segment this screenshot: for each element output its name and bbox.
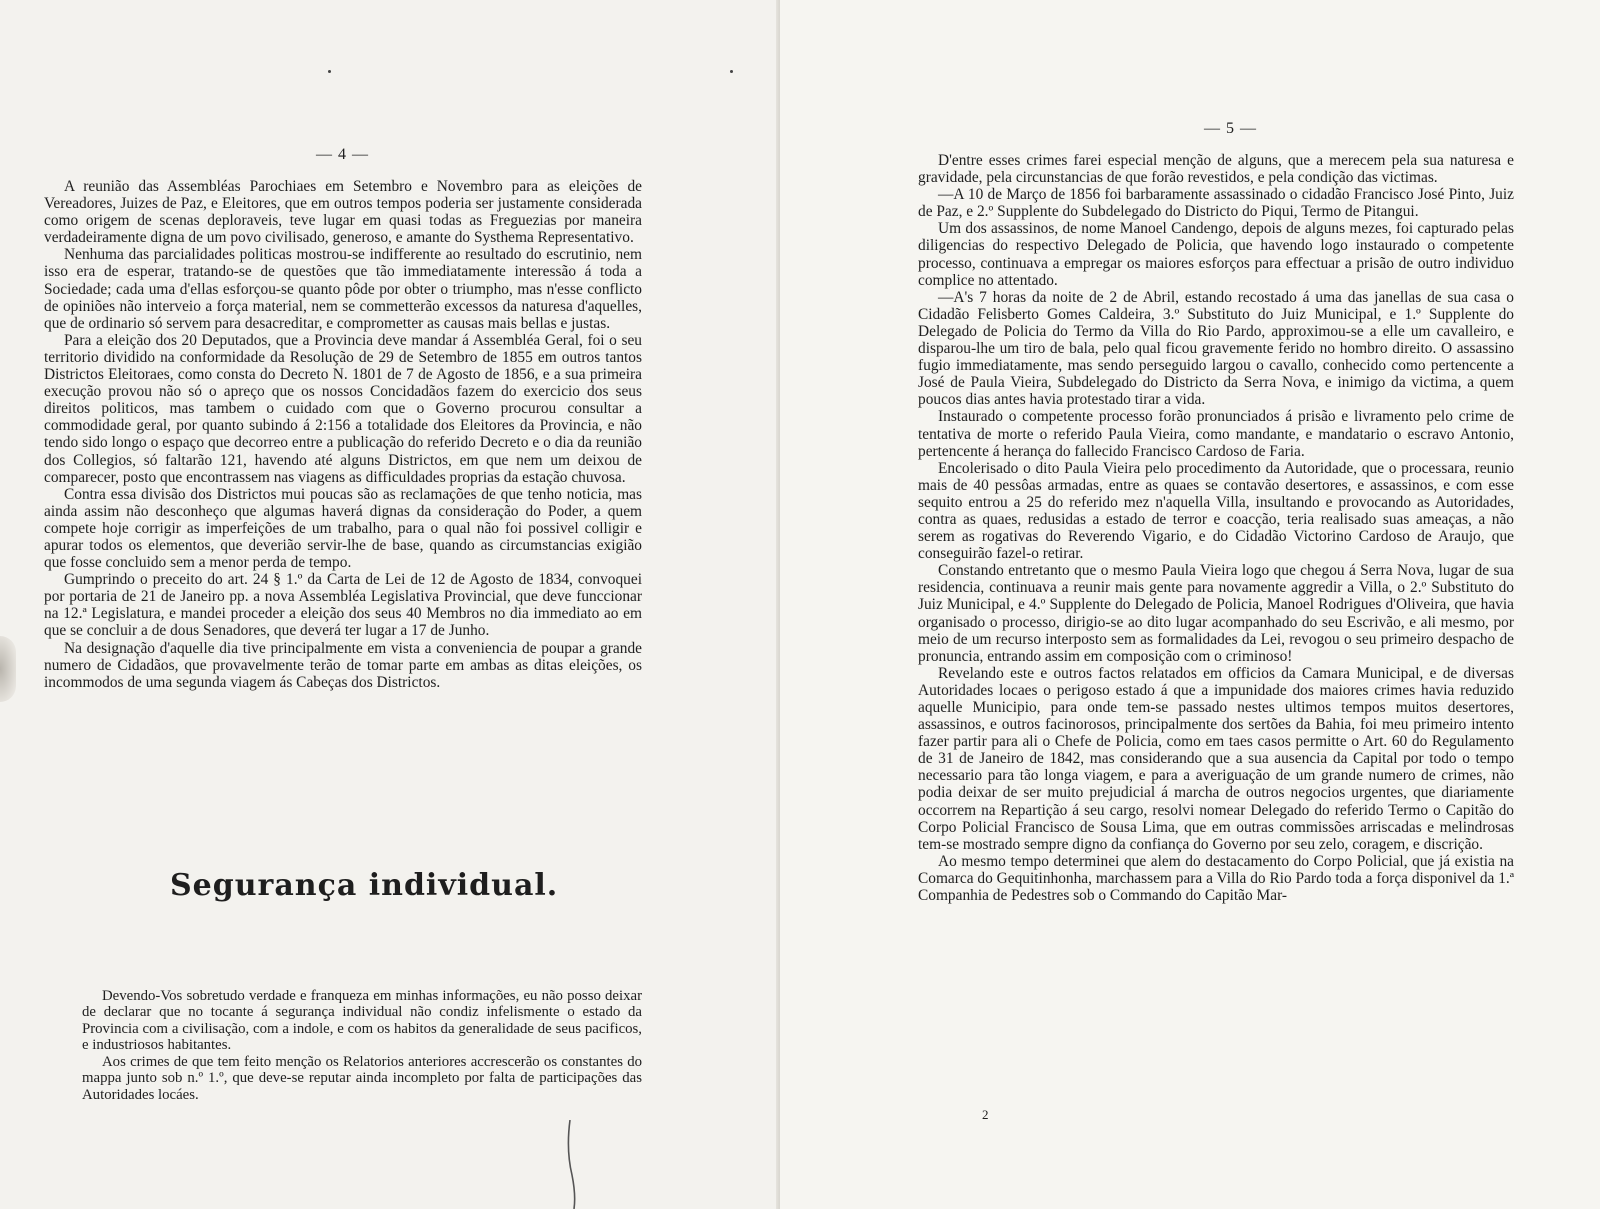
paragraph: Encolerisado o dito Paula Vieira pelo procedimento da Autoridade, que o processara, reunio mais de 40 pessôas armadas, entre as quaes se contavão desertores, e assassinos, e com esse sequito entrou a 25 do referido mez n'aquella Villa, insultando e provocando as Autoridades, contra as quaes, redusidas a estado de terror e coacção, teria realisado suas ameaças, a não serem as rogativas do Reverendo Vigario, e do Cidadão Victorino Cardoso de Araujo, que conseguirão fazel-o retirar. [918, 459, 1514, 563]
page-number: — 4 — [316, 146, 369, 163]
paper-fold-mark [556, 1120, 584, 1209]
page-edge-stain [0, 636, 16, 702]
ink-speck [328, 70, 331, 73]
paragraph: Instaurado o competente processo forão pronunciados á prisão e livramento pelo crime de tentativa de morte o referido Paula Vieira, como mandante, e mandatario o escravo Antonio, pertencente á herança do fallecido Francisco Cardoso de Faria. [918, 408, 1514, 460]
paragraph: A reunião das Assembléas Parochiaes em Setembro e Novembro para as eleições de Vereadores, Juizes de Paz, e Eleitores, que em outros tempos poderia ser justamente considerada como origem de scenas deploraveis, teve lugar em quasi todas as Freguezias por maneira verdadeiramente digna de um povo civilisado, generoso, e amante do Systhema Representativo. [44, 178, 642, 247]
paragraph: Gumprindo o preceito do art. 24 § 1.º da Carta de Lei de 12 de Agosto de 1834, convoquei por portaria de 21 de Janeiro pp. a nova Assembléa Legislativa Provincial, que deve funccionar na 12.ª Legislatura, e mandei proceder a eleição dos seus 40 Membros no dia immediato ao em que se concluir a de dous Senadores, que deverá ter lugar a 17 de Junho. [44, 571, 642, 640]
right-page [780, 0, 1600, 1209]
paragraph: Um dos assassinos, de nome Manoel Candengo, depois de alguns mezes, foi capturado pelas diligencias do respectivo Delegado de Policia, que havendo logo instaurado o competente processo, continuava a empregar os maiores esforços para effectuar a prisão de outro individuo complice no attentado. [918, 220, 1514, 289]
section-heading: Segurança individual. [170, 868, 559, 903]
paragraph: Aos crimes de que tem feito menção os Relatorios anteriores accrescerão os constantes do mappa junto sob n.º 1.º, que deve-se reputar ainda incompleto por falta de participações das Autoridades locáes. [82, 1053, 642, 1103]
left-body-bottom [82, 988, 642, 1103]
ink-speck [730, 70, 733, 73]
left-body-top [44, 178, 642, 691]
paragraph: Devendo-Vos sobretudo verdade e franqueza em minhas informações, eu não posso deixar de declarar que no tocante á segurança individual não condiz infelismente o estado da Provincia com a civilisação, com a indole, e com os habitos da generalidade de seus pacificos, e industriosos habitantes. [82, 988, 642, 1054]
paragraph: Ao mesmo tempo determinei que alem do destacamento do Corpo Policial, que já existia na Comarca do Gequitinhonha, marchassem para a Villa do Rio Pardo toda a força disponivel da 1.ª Companhia de Pedestres sob o Commando do Capitão Mar- [918, 852, 1514, 905]
paragraph: —A 10 de Março de 1856 foi barbaramente assassinado o cidadão Francisco José Pinto, Juiz de Paz, e 2.º Supplente do Subdelegado do Districto do Piqui, Termo de Pitangui. [918, 186, 1514, 221]
left-page [0, 0, 780, 1209]
signature-mark: 2 [982, 1107, 989, 1122]
paragraph: Na designação d'aquelle dia tive principalmente em vista a conveniencia de poupar a grande numero de Cidadãos, que provavelmente terão de tomar parte em ambas as ditas eleições, os incommodos de uma segunda viagem ás Cabeças dos Districtos. [44, 639, 642, 691]
paragraph: —A's 7 horas da noite de 2 de Abril, estando recostado á uma das janellas de sua casa o Cidadão Felisberto Gomes Caldeira, 3.º Substituto do Juiz Municipal, e 1.º Supplente do Delegado de Policia do Termo da Villa do Rio Pardo, approximou-se a elle um cavalleiro, e disparou-lhe um tiro de bala, pelo qual ficou gravemente ferido no hombro direito. O assassino fugio immediatamente, mas sendo perseguido largou o cavallo, conhecido como pertencente a José de Paula Vieira, Subdelegado do Districto da Serra Nova, e inimigo da victima, a quem poucos dias antes havia protestado tirar a vida. [918, 288, 1514, 409]
paragraph: Contra essa divisão dos Districtos mui poucas são as reclamações de que tenho noticia, mas ainda assim não desconheço que algumas haverá dignas da consideração do Poder, a quem compete hoje corrigir as imperfeições de um trabalho, para o qual não foi possivel colligir e apurar todos os elementos, que deverião servir-lhe de base, quando as circumstancias exigião que fosse concluido sem a menor perda de tempo. [44, 485, 642, 572]
paragraph: Revelando este e outros factos relatados em officios da Camara Municipal, e de diversas Autoridades locaes o perigoso estado á que a impunidade dos maiores crimes havia reduzido aquelle Municipio, para onde tem-se passado nestes ultimos tempos muitos desertores, assassinos, e outros facinorosos, principalmente dos sertões da Bahia, foi meu primeiro intento fazer partir para ali o Chefe de Policia, como em taes casos permitte o Art. 60 do Regulamento de 31 de Janeiro de 1842, mas considerando que a sua ausencia da Capital por todo o tempo necessario para tão longa viagem, e para a averiguação de um grande numero de crimes, não podia deixar de ser muito prejudicial á marcha de outros negocios urgentes, que diariamente occorrem na Repartição á seu cargo, resolvi nomear Delegado do referido Termo o Capitão do Corpo Policial Francisco de Sousa Lima, que em outras commissões arriscadas e melindrosas tem-se mostrado sempre digno da confiança do Governo por seu zelo, coragem, e discrição. [918, 664, 1514, 853]
paragraph: Para a eleição dos 20 Deputados, que a Provincia deve mandar á Assembléa Geral, foi o seu territorio dividido na conformidade da Resolução de 29 de Setembro de 1855 em outros tantos Districtos Eleitoraes, como consta do Decreto N. 1801 de 7 de Agosto de 1856, e a sua primeira execução provou não só o apreço que os nossos Concidadãos fazem do exercicio dos seus direitos politicos, mas tambem o cuidado com que o Governo procurou consultar a commodidade geral, por quanto subindo á 2:156 a totalidade dos Eleitores da Provincia, e não tendo sido longo o espaço que decorreo entre a publicação do referido Decreto e o dia da reunião dos Collegios, só faltarão 121, havendo até alguns Districtos, em que nem um deixou de comparecer, posto que encontrassem nas viagens as difficuldades proprias da estação chuvosa. [44, 331, 642, 486]
paragraph: Constando entretanto que o mesmo Paula Vieira logo que chegou á Serra Nova, lugar de sua residencia, continuava a reunir mais gente para novamente aggredir a Villa, o 2.º Substituto do Juiz Municipal, e 4.º Supplente do Delegado de Policia, Manoel Rodrigues d'Oliveira, que havia organisado o processo, dirigio-se ao dito lugar acompanhado do seu Escrivão, e ali mesmo, por meio de um recurso interposto sem as formalidades da Lei, revogou o seu primeiro despacho de pronuncia, entrando assim em composição com o criminoso! [918, 562, 1514, 665]
paragraph: D'entre esses crimes farei especial menção de alguns, que a merecem pela sua naturesa e gravidade, pela circunstancias de que forão revestidos, e pela condição das victimas. [918, 152, 1514, 187]
paragraph: Nenhuma das parcialidades politicas mostrou-se indifferente ao resultado do escrutinio, nem isso era de esperar, tratando-se de questões que tão immediatamente interessão á toda a Sociedade; cada uma d'ellas esforçou-se quanto pôde por obter o triumpho, mas n'esse conflicto de opiniões não interveio a força material, nem se commetterão excessos da naturesa d'aquelles, que de ordinario só servem para desacreditar, e comprometter as causas mais bellas e justas. [44, 246, 642, 332]
page-number: — 5 — [1204, 120, 1257, 137]
right-body [918, 152, 1514, 904]
